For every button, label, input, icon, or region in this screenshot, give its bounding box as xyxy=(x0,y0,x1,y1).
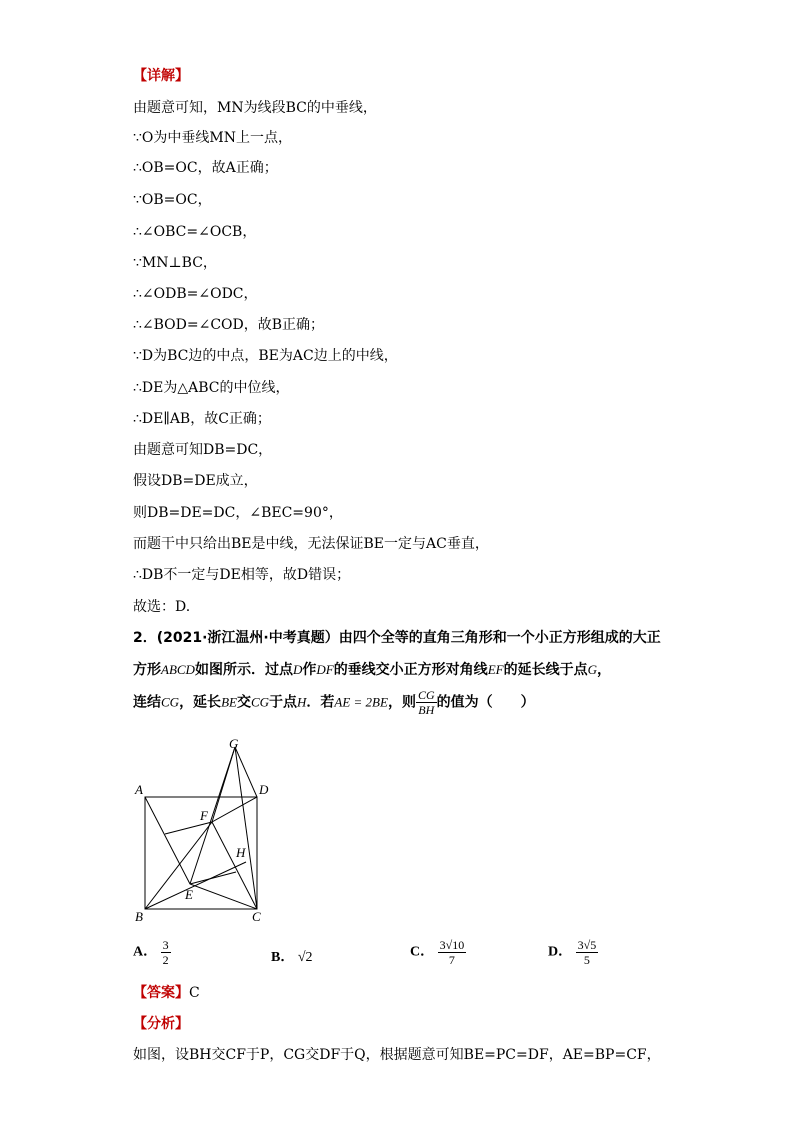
label-C: C xyxy=(252,909,261,924)
segment-b-h xyxy=(145,862,246,909)
solution-line: ∴DB不一定与DE相等，故D错误； xyxy=(133,567,351,583)
solution-line: 而题干中只给出BE是中线，无法保证BE一定与AC垂直， xyxy=(133,536,489,552)
label-G: G xyxy=(229,736,239,751)
question-line-1: 2．(2021·浙江温州·中考真题）由四个全等的直角三角形和一个小正方形组成的大正 xyxy=(133,630,661,646)
solution-line: ∴∠OBC=∠OCB， xyxy=(133,224,257,240)
triangle-edges-aec xyxy=(145,797,257,909)
solution-line: 假设DB=DE成立， xyxy=(133,473,258,489)
solution-line: ∴DE为△ABC的中位线， xyxy=(133,380,290,396)
solution-line: ∴∠ODB=∠ODC， xyxy=(133,286,258,302)
analysis-line: 如图，设BH交CF于P，CG交DF于Q，根据题意可知BE=PC=DF，AE=BP=CF， xyxy=(133,1047,661,1063)
label-A: A xyxy=(135,782,143,797)
label-D: D xyxy=(259,782,269,797)
label-F: F xyxy=(200,808,208,823)
choice-c[interactable]: C． $\frac{3√10}{7}$ xyxy=(410,938,465,967)
segment-c-f xyxy=(212,822,257,909)
question-line-3: 连结CG，延长BE交CG于点H．若AE = 2BE，则 $\frac{CG}{BH}$ 的值为（ ） xyxy=(133,688,535,717)
label-H: H xyxy=(236,845,246,860)
solution-line: ∴DE∥AB，故C正确； xyxy=(133,411,271,427)
answer-heading: 【答案】 xyxy=(133,985,189,1001)
segment-small-square-top xyxy=(165,822,212,834)
choice-d[interactable]: D． $\frac{3√5}{5}$ xyxy=(548,938,597,967)
triangle-edges-bfd xyxy=(145,797,257,909)
solution-line: ∴∠BOD=∠COD，故B正确； xyxy=(133,317,325,333)
label-B: B xyxy=(135,909,143,924)
question-fraction: $\frac{CG}{BH}$ xyxy=(417,688,435,717)
solution-line: ∵MN⊥BC， xyxy=(133,255,217,271)
solution-heading: 【详解】 xyxy=(133,68,189,84)
answer-value: C xyxy=(189,985,200,1001)
question-line-2: 方形ABCD如图所示．过点D作DF的垂线交小正方形对角线EF的延长线于点G， xyxy=(133,662,611,678)
solution-line: ∵O为中垂线MN上一点， xyxy=(133,130,292,146)
label-E: E xyxy=(185,887,193,902)
segment-e-g xyxy=(190,747,235,884)
choice-b[interactable]: B． √2 xyxy=(271,950,313,965)
solution-line: 由题意可知，MN为线段BC的中垂线， xyxy=(133,100,377,116)
solution-line: ∵OB=OC， xyxy=(133,192,212,208)
solution-line: 由题意可知DB=DC， xyxy=(133,442,273,458)
answer-line xyxy=(133,983,200,1003)
solution-line: ∵D为BC边的中点，BE为AC边上的中线， xyxy=(133,348,398,364)
choice-a[interactable]: A． $\frac{3}{2}$ xyxy=(133,938,169,967)
solution-line: 则DB=DE=DC，∠BEC=90°， xyxy=(133,505,343,521)
segment-g-c xyxy=(235,747,257,909)
square-abcd xyxy=(145,797,257,909)
segment-d-g xyxy=(235,747,257,797)
segment-small-square-bottom xyxy=(190,872,236,884)
solution-line: ∴OB=OC，故A正确； xyxy=(133,160,278,176)
segment-f-g xyxy=(212,747,235,822)
analysis-heading: 【分析】 xyxy=(133,1016,189,1032)
solution-line: 故选：D. xyxy=(133,599,191,615)
